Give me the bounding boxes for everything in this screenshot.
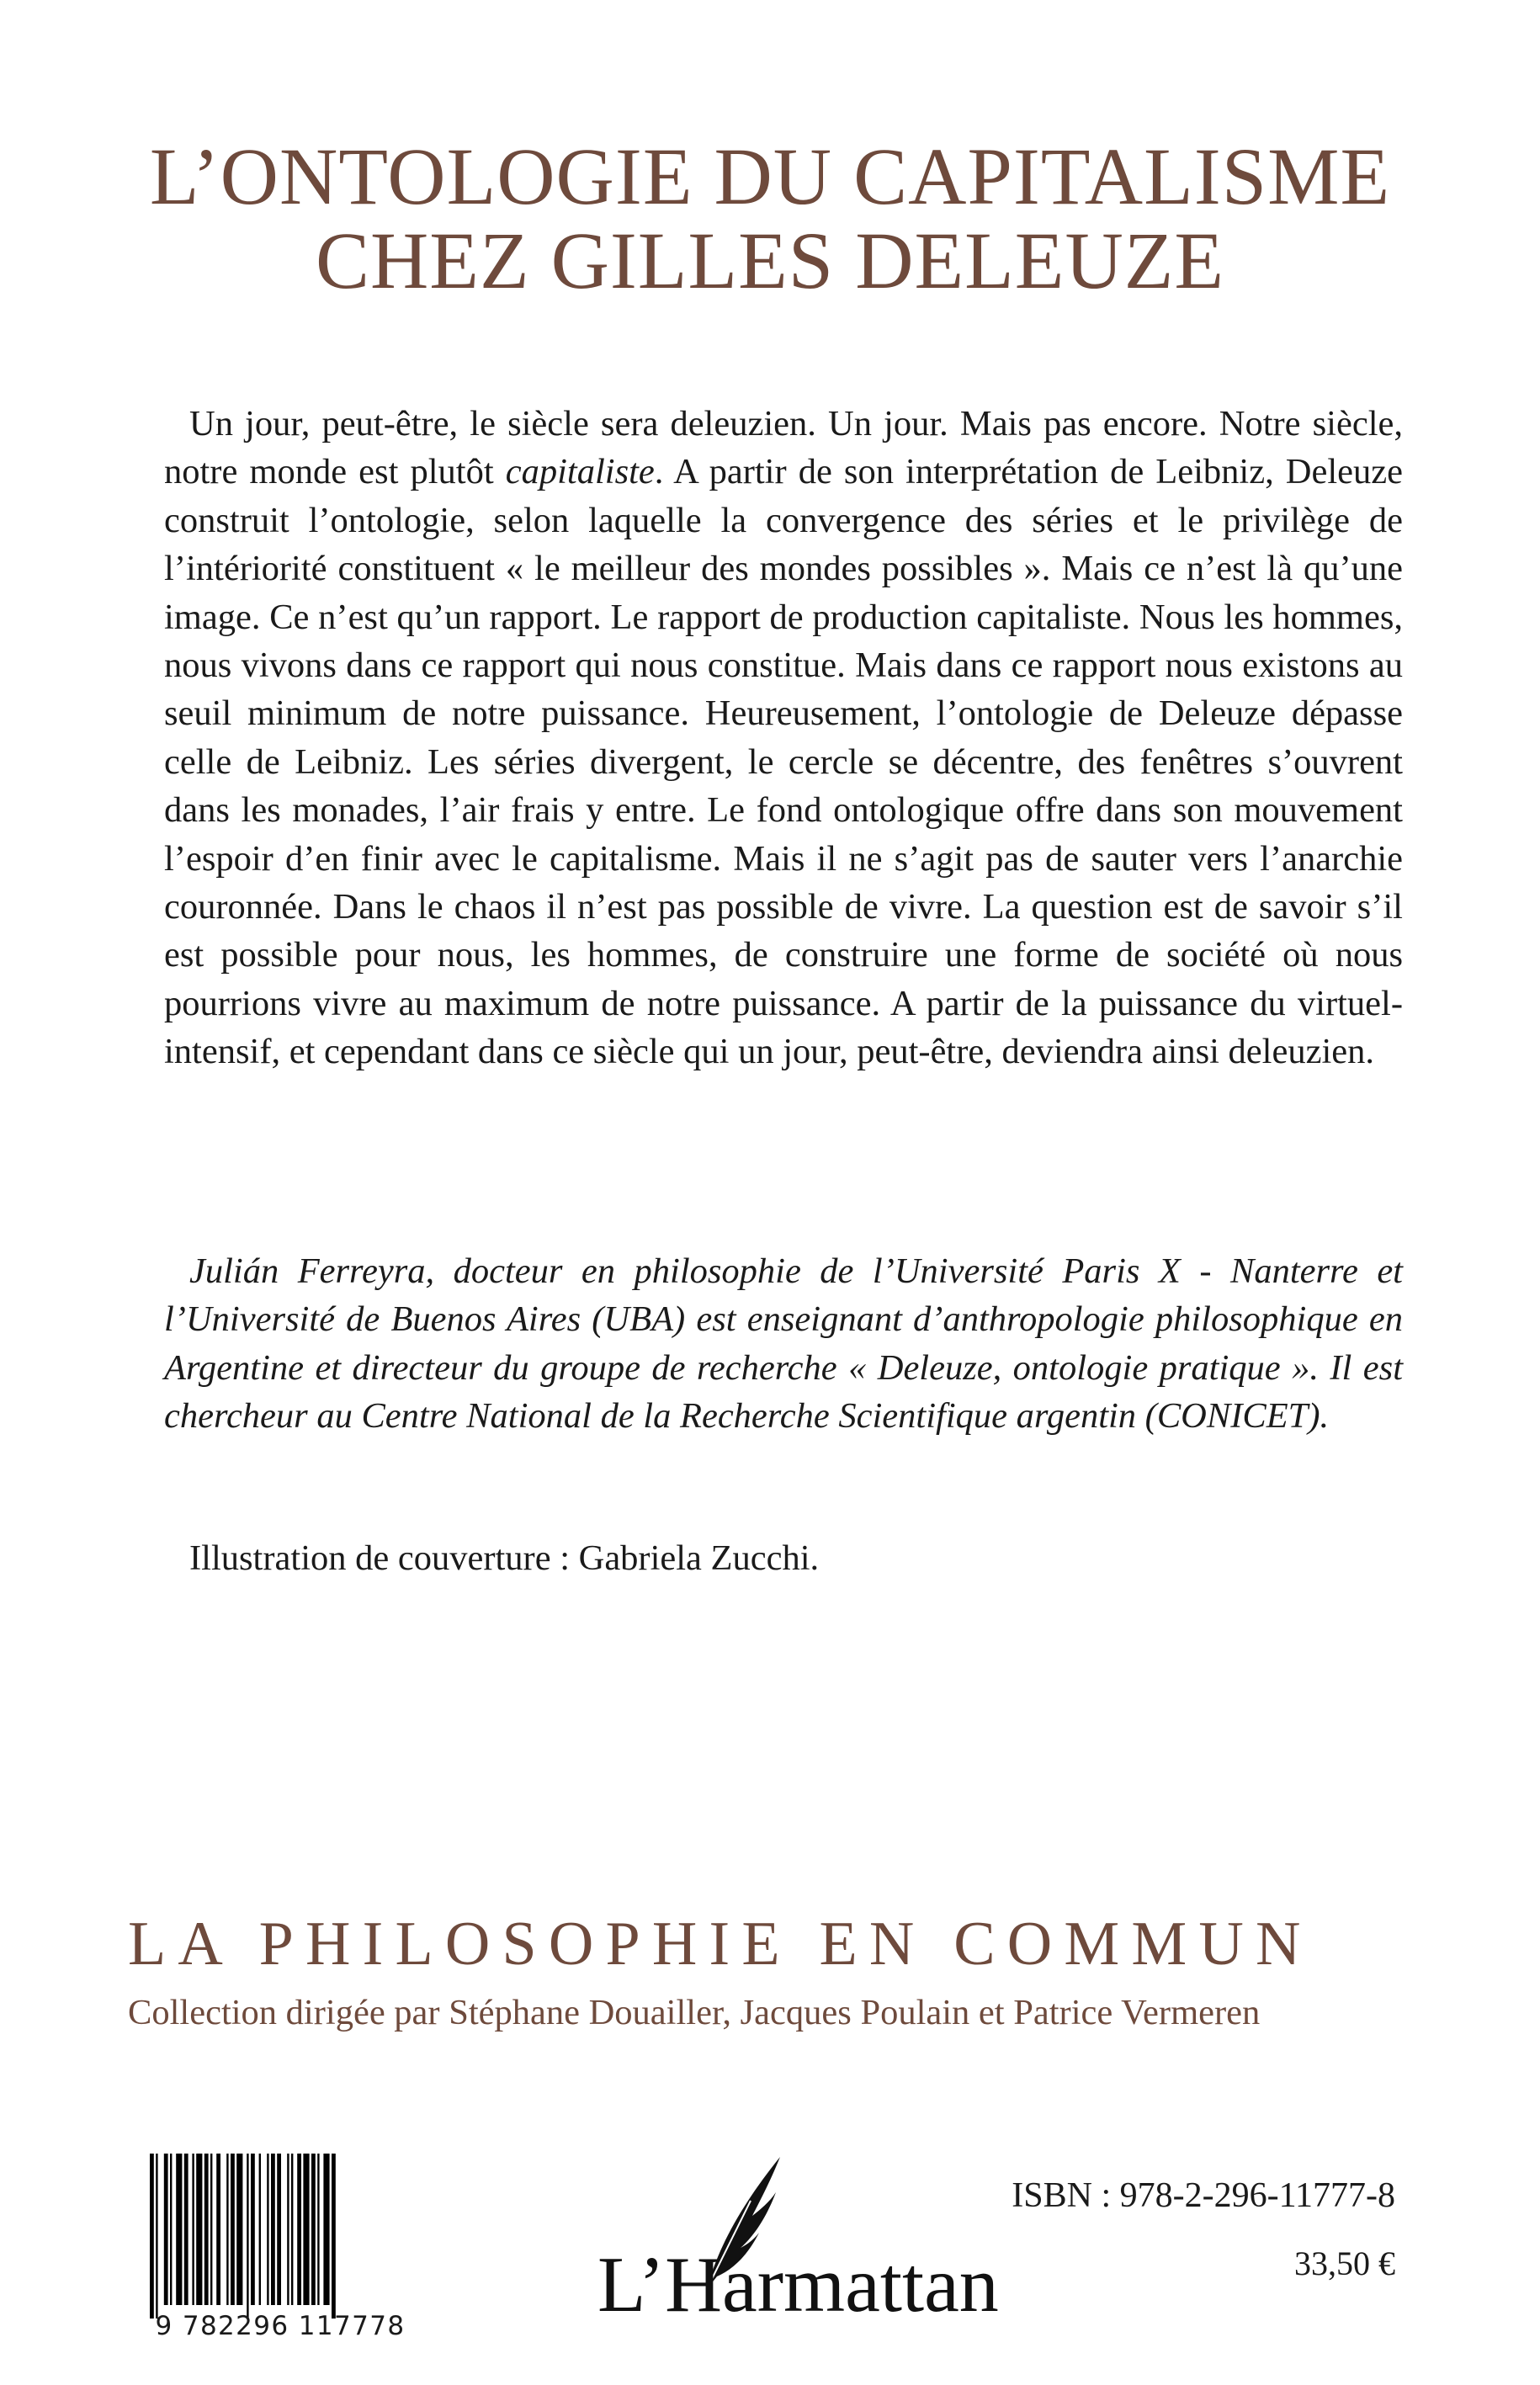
series-directors: Collection dirigée par Stéphane Douailler, Jacques Poulain et Patrice Vermeren: [128, 1993, 1261, 2032]
barcode-bar: [204, 2154, 209, 2305]
summary-emphasis: capitaliste: [505, 452, 655, 492]
summary-paragraph: [164, 400, 1403, 1076]
series-name: LA PHILOSOPHIE EN COMMUN: [128, 1910, 1313, 1979]
isbn-number: ISBN : 978-2-296-11777-8: [1012, 2176, 1395, 2215]
barcode-bar: [170, 2154, 172, 2305]
price: 33,50 €: [1294, 2244, 1395, 2282]
barcode-bar: [226, 2154, 228, 2305]
summary-text-start: Un jour, peut-être, le siècle sera deleuzien. Un jour. Mais pas encore. Notre siècle, notre monde est plutôt: [164, 404, 1403, 492]
barcode-bar: [216, 2154, 220, 2305]
barcode-bar: [236, 2154, 242, 2305]
barcode-bar: [271, 2154, 275, 2305]
barcode-bar: [164, 2154, 168, 2305]
publisher-logo: [597, 2150, 999, 2335]
barcode-bar: [323, 2154, 329, 2305]
barcode-bar: [303, 2154, 309, 2305]
barcode-bar: [332, 2154, 336, 2319]
barcode-bar: [291, 2154, 293, 2305]
barcode-bar: [311, 2154, 316, 2305]
barcode-bar: [150, 2154, 154, 2319]
barcode-bar: [156, 2154, 157, 2319]
barcode-bar: [317, 2154, 319, 2305]
barcode-bar: [196, 2154, 202, 2305]
publisher-logo-text: L’Harmattan: [597, 2241, 999, 2329]
barcode-bar: [192, 2154, 194, 2305]
barcode-bar: [259, 2154, 261, 2305]
barcode-bar: [247, 2154, 248, 2319]
summary-text-end: . A partir de son interprétation de Leibniz, Deleuze construit l’ontologie, selon laquelle la convergence des séries et le privilège de l’intériorité constituent « le meilleur des mondes possibles ». Mais ce n’est là qu’une image. Ce n’est qu’un rapport. Le rapport de production capitaliste. Nous les hommes, nous vivons dans ce rapport qui nous constitue. Mais dans ce rapport nous existons au seuil minimum de notre puissance. Heureusement, l’ontologie de Deleuze dépasse celle de Leibniz. Les séries divergent, le cercle se décentre, des fenêtres s’ouvrent dans les monades, l’air frais y entre. Le fond ontologique offre dans son mouvement l’espoir d’en finir avec le capitalisme. Mais il ne s’agit pas de sauter vers l’anarchie couronnée. Dans le chaos il n’est pas possible de vivre. La question est de savoir s’il est possible pour nous, les hommes, de construire une forme de société où nous pourrions vivre au maximum de notre puissance. A partir de la puissance du virtuel-intensif, et cependant dans ce siècle qui un jour, peut-être, deviendra ainsi deleuzien.: [164, 452, 1403, 1072]
barcode-number: 9 782296 117778: [155, 2311, 406, 2341]
illustration-credit: Illustration de couverture : Gabriela Zucchi.: [189, 1538, 820, 1578]
barcode-bar: [297, 2154, 301, 2305]
barcode-bar: [277, 2154, 281, 2305]
author-bio: Julián Ferreyra, docteur en philosophie de l’Université Paris X - Nanterre et l’Université de Buenos Aires (UBA) est enseignant d’anthropologie philosophique en Argentine et directeur du groupe de recherche « Deleuze, ontologie pratique ». Il est chercheur au Centre National de la Recherche Scientifique argentin (CONICET).: [164, 1251, 1403, 1437]
barcode-bar: [267, 2154, 268, 2305]
book-title-line-2: CHEZ GILLES DELEUZE: [315, 215, 1225, 305]
barcode-bar: [231, 2154, 235, 2305]
barcode-bar: [176, 2154, 182, 2305]
barcode-bar: [287, 2154, 289, 2305]
barcode-bar: [184, 2154, 189, 2305]
barcode-bar: [210, 2154, 212, 2305]
book-title-line-1: L’ONTOLOGIE DU CAPITALISME: [149, 131, 1391, 221]
barcode-bar: [251, 2154, 255, 2305]
